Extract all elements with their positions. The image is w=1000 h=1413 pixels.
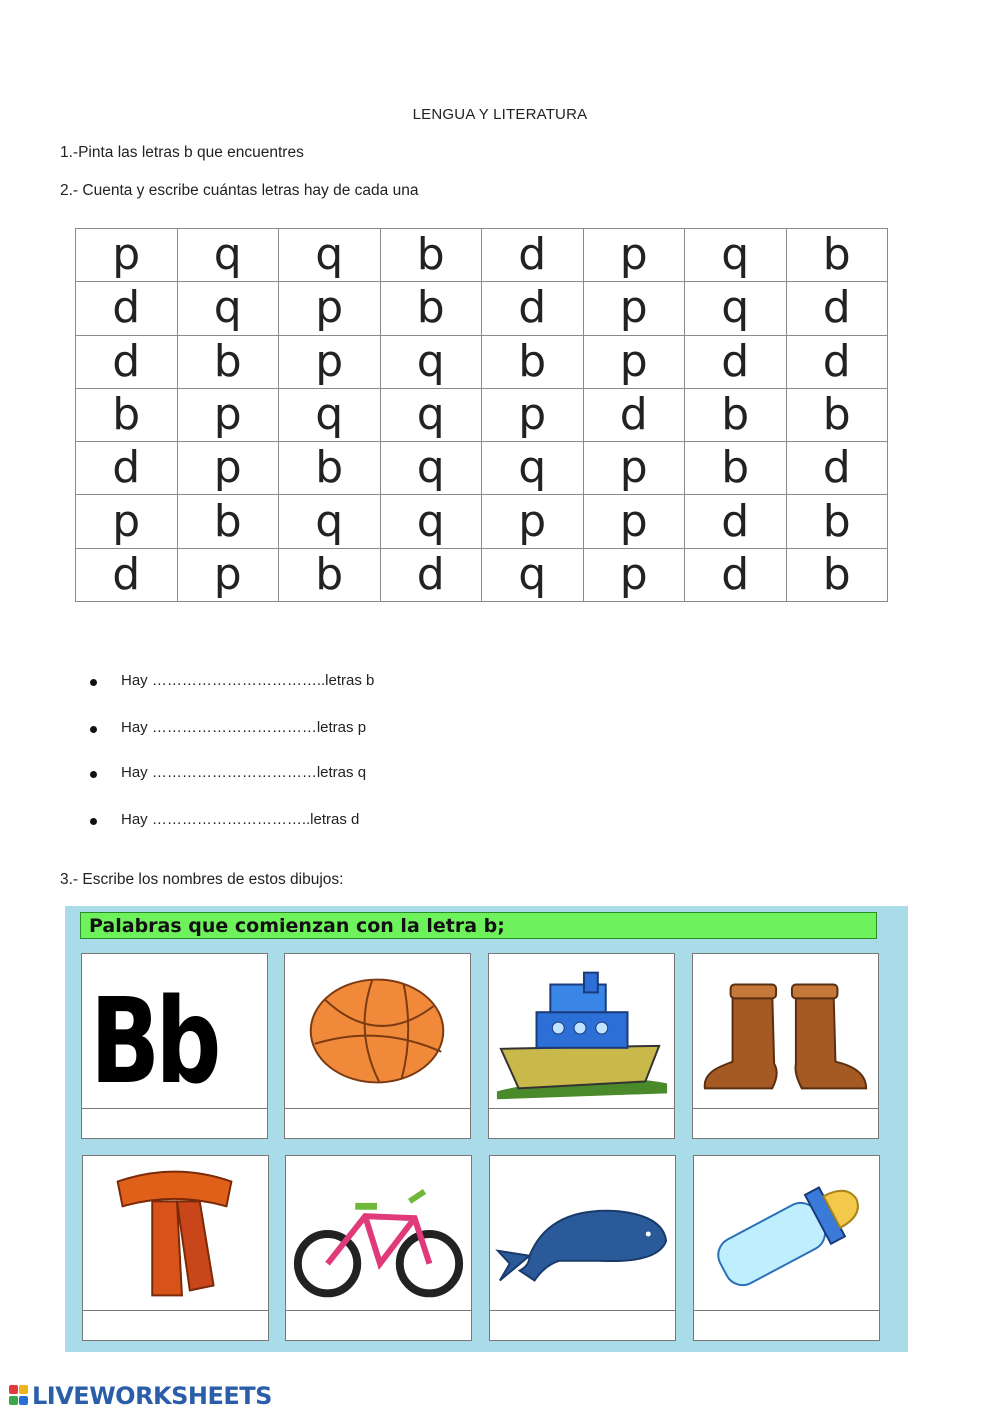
letter-cell[interactable]: p (482, 388, 584, 441)
picture-card-scarf (82, 1155, 269, 1341)
list-item (90, 811, 490, 833)
big-letters: Bb (90, 972, 217, 1110)
letter-cell[interactable]: b (177, 495, 279, 548)
letter-cell[interactable]: b (279, 548, 381, 601)
letter-card-image (82, 954, 267, 1108)
letter-cell[interactable]: q (482, 442, 584, 495)
list-item (90, 764, 490, 786)
letter-cell[interactable]: d (786, 335, 888, 388)
letter-cell[interactable]: p (279, 282, 381, 335)
count-text-q[interactable]: Hay ……………………………letras q (121, 764, 367, 781)
letter-cell[interactable]: d (685, 548, 787, 601)
letter-cell[interactable]: d (380, 548, 482, 601)
picture-card-bicycle (285, 1155, 472, 1341)
letter-cell[interactable]: b (76, 388, 178, 441)
letter-cell[interactable]: p (583, 495, 685, 548)
ball-picture (285, 954, 470, 1108)
scarf-picture (83, 1156, 268, 1310)
page-title: LENGUA Y LITERATURA (412, 106, 588, 123)
letter-cell[interactable]: p (177, 442, 279, 495)
letter-cell[interactable]: d (786, 442, 888, 495)
letter-cell[interactable]: p (583, 229, 685, 282)
table-row (76, 548, 888, 601)
bullet-icon (90, 679, 97, 686)
picture-card-boots (692, 953, 879, 1139)
letter-cell[interactable]: q (685, 229, 787, 282)
letter-cell[interactable]: q (177, 282, 279, 335)
bicycle-picture (286, 1156, 471, 1310)
picture-card-whale (489, 1155, 676, 1341)
letter-cell[interactable]: d (583, 388, 685, 441)
letter-cell[interactable]: p (177, 388, 279, 441)
table-row (76, 442, 888, 495)
letter-cell[interactable]: p (482, 495, 584, 548)
letter-cell[interactable]: p (583, 548, 685, 601)
letter-cell[interactable]: b (482, 335, 584, 388)
picture-card-boat (488, 953, 675, 1139)
letter-cell[interactable]: d (76, 548, 178, 601)
table-row (76, 229, 888, 282)
letter-cell[interactable]: q (279, 388, 381, 441)
letter-cell[interactable]: q (685, 282, 787, 335)
logo-icon (8, 1383, 30, 1409)
letter-cell[interactable]: b (380, 229, 482, 282)
table-row (76, 335, 888, 388)
letter-cell[interactable]: d (482, 282, 584, 335)
count-text-d[interactable]: Hay …………………………..letras d (121, 811, 360, 828)
letter-cell[interactable]: p (583, 335, 685, 388)
letter-cell[interactable]: q (177, 229, 279, 282)
answer-line[interactable] (285, 1108, 470, 1109)
answer-line[interactable] (694, 1310, 879, 1311)
answer-line[interactable] (83, 1310, 268, 1311)
list-item (90, 719, 490, 741)
boat-picture (489, 954, 674, 1108)
letter-cell[interactable]: d (76, 335, 178, 388)
letter-cell[interactable]: b (380, 282, 482, 335)
bullet-icon (90, 771, 97, 778)
instruction-2: 2.- Cuenta y escribe cuántas letras hay de cada una (60, 182, 419, 199)
picture-card-ball (284, 953, 471, 1139)
letter-cell[interactable]: b (786, 229, 888, 282)
table-row (76, 388, 888, 441)
baby-bottle-picture (694, 1156, 879, 1310)
answer-line[interactable] (489, 1108, 674, 1109)
letter-grid (75, 228, 888, 602)
answer-line[interactable] (286, 1310, 471, 1311)
letter-cell[interactable]: p (76, 495, 178, 548)
logo-text: LIVEWORKSHEETS (32, 1382, 272, 1410)
whale-picture (490, 1156, 675, 1310)
picture-card-letter (81, 953, 268, 1139)
picture-card-bottle (693, 1155, 880, 1341)
panel-banner: Palabras que comienzan con la letra b; (80, 912, 877, 939)
instruction-1: 1.-Pinta las letras b que encuentres (60, 144, 304, 161)
letter-cell[interactable]: d (685, 335, 787, 388)
letter-cell[interactable]: q (380, 388, 482, 441)
table-row (76, 282, 888, 335)
letter-cell[interactable]: q (380, 495, 482, 548)
letter-cell[interactable]: b (786, 388, 888, 441)
answer-line[interactable] (490, 1310, 675, 1311)
count-text-p[interactable]: Hay ……………………………letras p (121, 719, 367, 736)
picture-panel (65, 906, 908, 1352)
letter-cell[interactable]: p (279, 335, 381, 388)
letter-cell[interactable]: d (76, 442, 178, 495)
letter-cell[interactable]: d (685, 495, 787, 548)
count-text-b[interactable]: Hay ……………………………..letras b (121, 672, 375, 689)
instruction-3: 3.- Escribe los nombres de estos dibujos: (60, 871, 344, 888)
letter-cell[interactable]: b (177, 335, 279, 388)
letter-cell[interactable]: p (76, 229, 178, 282)
letter-cell[interactable]: b (786, 495, 888, 548)
boots-picture (693, 954, 878, 1108)
letter-cell[interactable]: d (786, 282, 888, 335)
letter-cell[interactable]: d (76, 282, 178, 335)
table-row (76, 495, 888, 548)
letter-cell[interactable]: p (583, 442, 685, 495)
letter-cell[interactable]: q (380, 335, 482, 388)
letter-cell[interactable]: b (685, 388, 787, 441)
letter-cell[interactable]: b (279, 442, 381, 495)
list-item (90, 672, 490, 694)
letter-cell[interactable]: q (380, 442, 482, 495)
letter-cell[interactable]: b (786, 548, 888, 601)
bullet-icon (90, 726, 97, 733)
letter-cell[interactable]: b (685, 442, 787, 495)
letter-cell[interactable]: q (482, 548, 584, 601)
letter-cell[interactable]: p (583, 282, 685, 335)
letter-cell[interactable]: q (279, 229, 381, 282)
letter-cell[interactable]: q (279, 495, 381, 548)
answer-line[interactable] (82, 1108, 267, 1109)
letter-cell[interactable]: p (177, 548, 279, 601)
bullet-icon (90, 818, 97, 825)
letter-cell[interactable]: d (482, 229, 584, 282)
answer-line[interactable] (693, 1108, 878, 1109)
